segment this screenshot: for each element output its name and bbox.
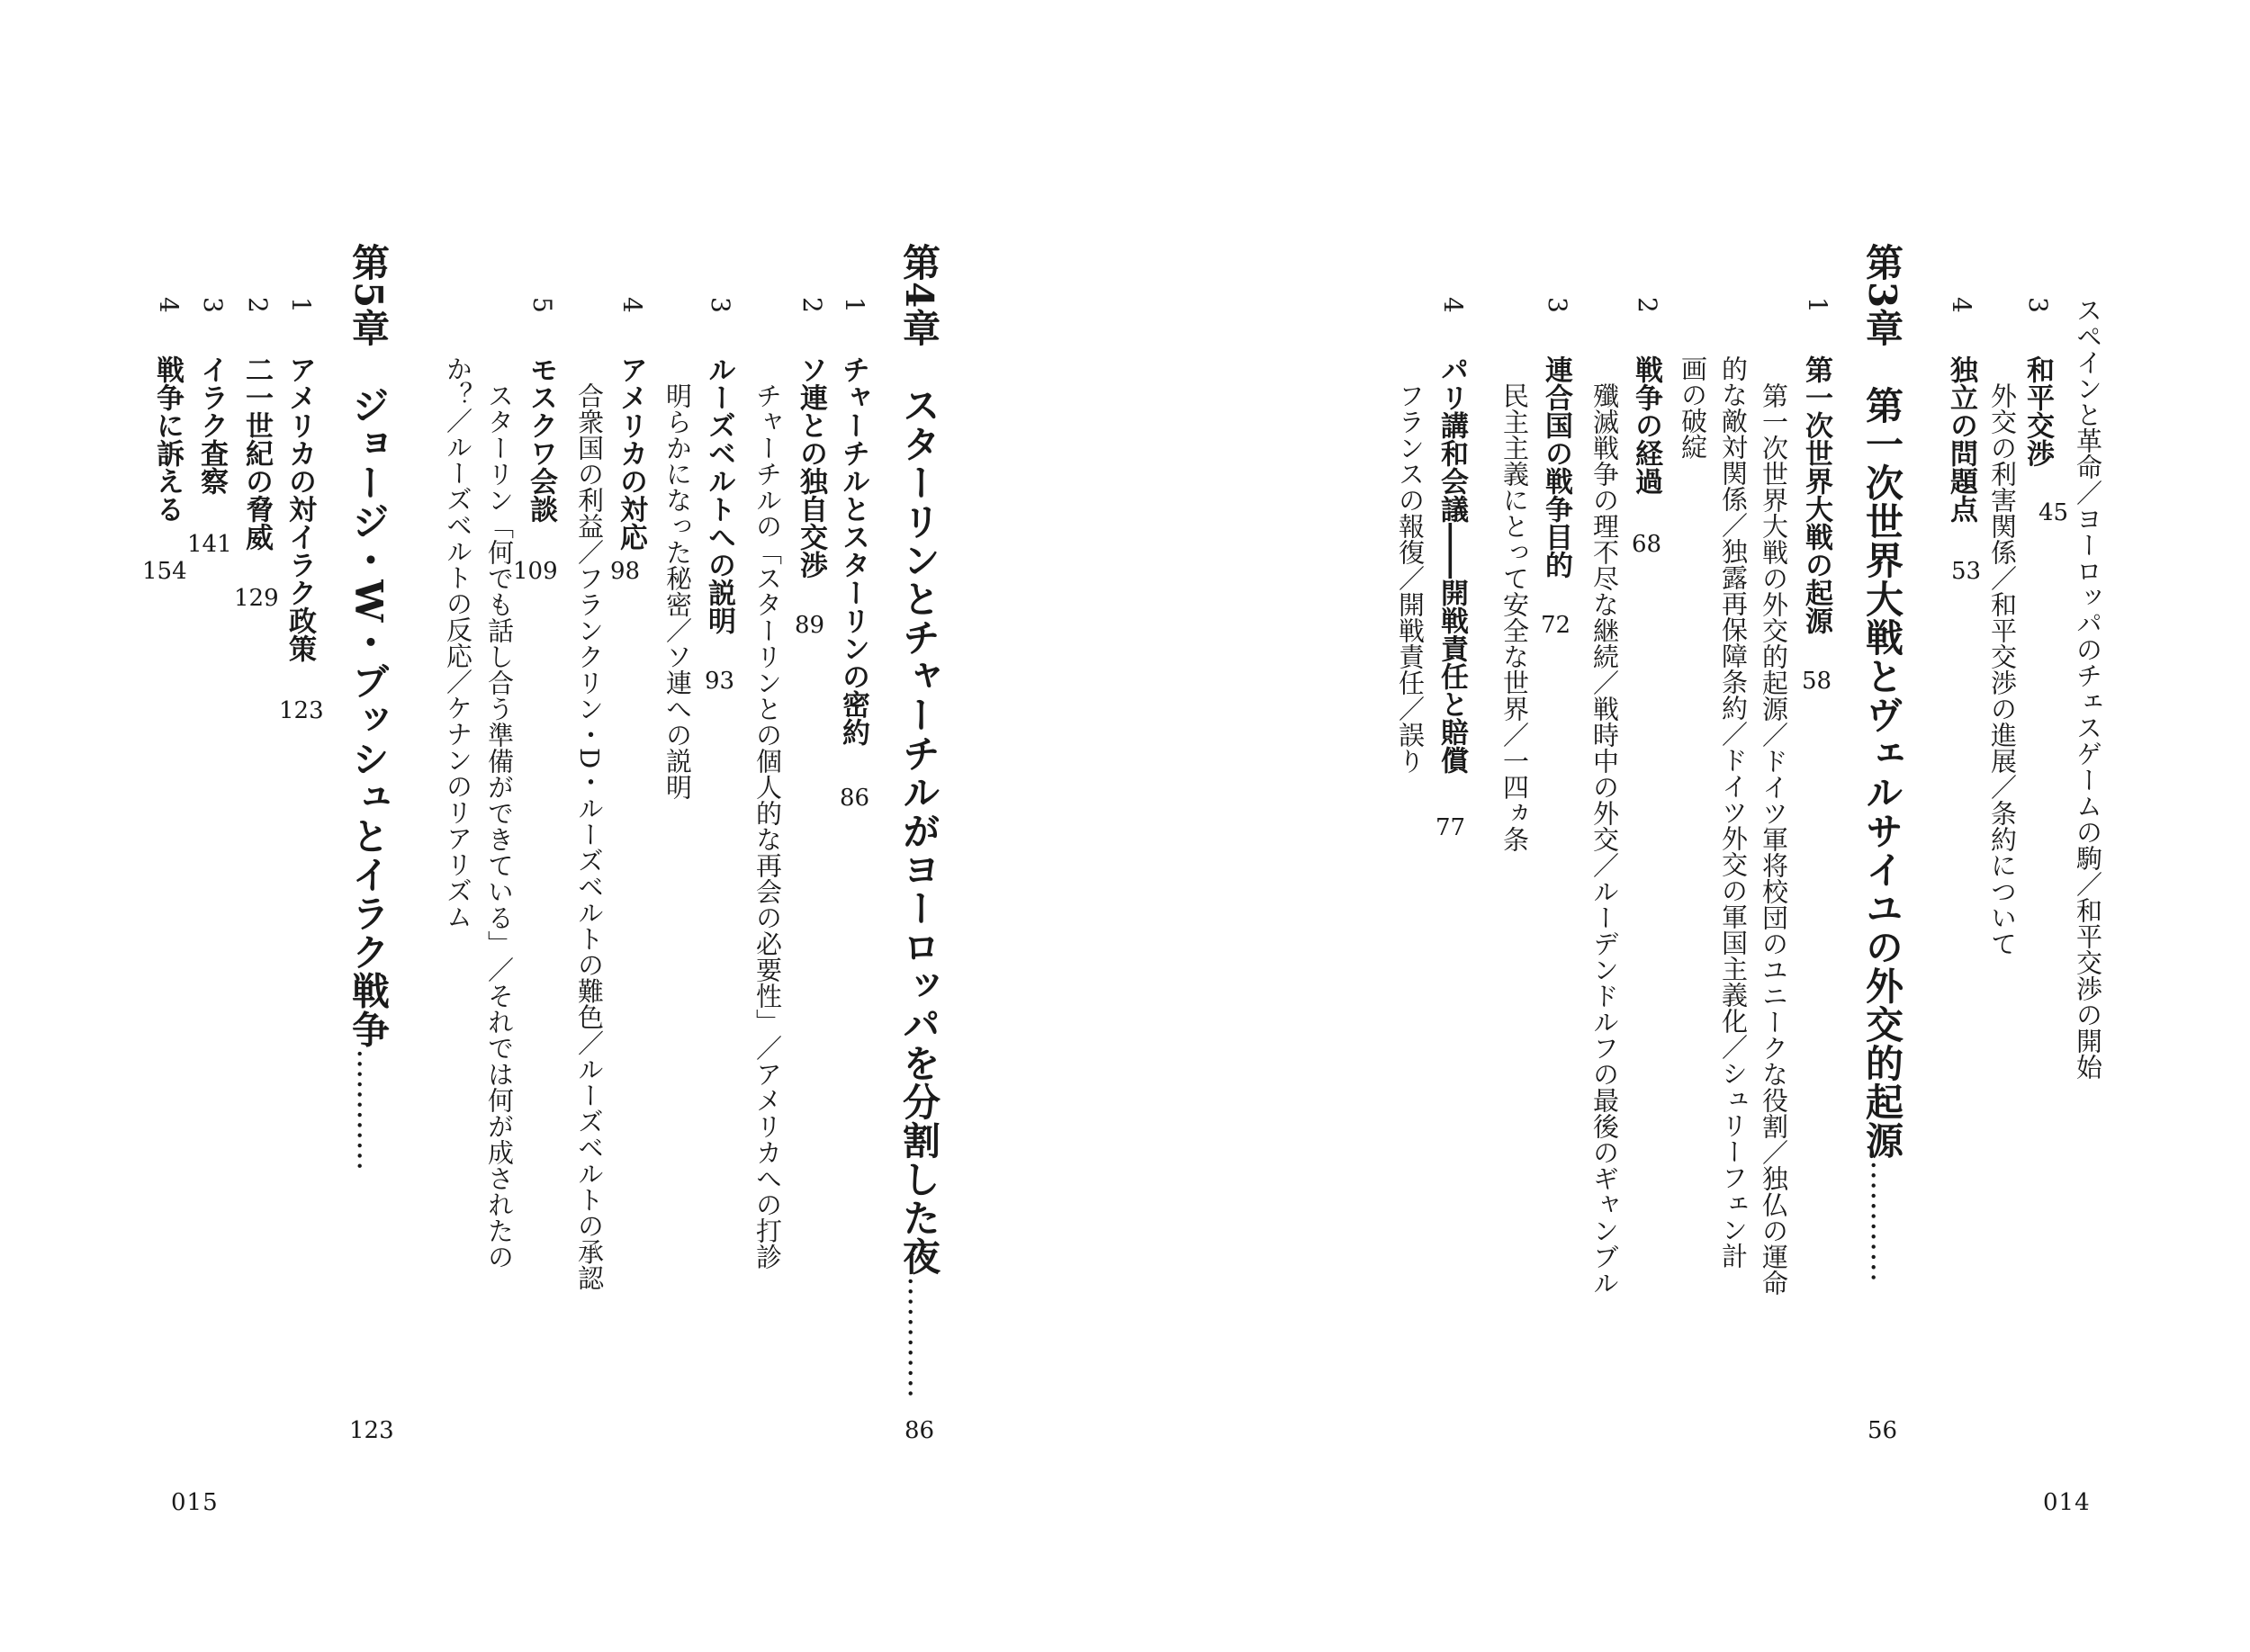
toc-subsection: スペインと革命／ヨーロッパのチェスゲームの駒／和平交渉の開始: [2073, 297, 2103, 1080]
right-page: [1125, 0, 2250, 1652]
chapter-heading: 第5章 ジョージ・W・ブッシュとイラク戦争…………: [346, 243, 391, 1172]
section-number: 1: [286, 297, 316, 313]
page-number: 53: [1951, 558, 1982, 585]
chapter-page-number: 86: [904, 1417, 935, 1444]
toc-section: 二一世紀の脅威: [240, 355, 273, 551]
toc-section: イラク査察: [195, 355, 228, 495]
toc-section: 独立の問題点: [1945, 355, 1977, 523]
section-number: 2: [797, 297, 827, 313]
section-number: 5: [527, 297, 557, 313]
section-number: 3: [706, 297, 735, 313]
section-number: 4: [617, 297, 647, 313]
page-number: 141: [187, 531, 232, 558]
toc-subsection: 画の破綻: [1678, 355, 1708, 460]
toc-subsection: チャーチルの「スターリンとの個人的な再会の必要性」／アメリカへの打診: [752, 382, 783, 1270]
section-number: 3: [2023, 297, 2053, 313]
toc-subsection: 合衆国の利益／フランクリン・D・ルーズベルトの難色／ルーズベルトの承認: [574, 382, 605, 1291]
toc-section: パリ講和会議――開戦責任と賠償: [1436, 355, 1468, 774]
toc-section: 第一次世界大戦の起源: [1800, 355, 1832, 634]
toc-subsection: 的な敵対関係／独露再保障条約／ドイツ外交の軍国主義化／シュリーフェン計: [1718, 355, 1749, 1269]
page-number: 93: [705, 668, 735, 695]
section-number: 3: [198, 297, 228, 313]
page-number: 77: [1436, 814, 1466, 841]
chapter-heading: 第3章 第一次世界大戦とヴェルサイユの外交的起源…………: [1860, 243, 1904, 1283]
page-number: 72: [1541, 612, 1571, 639]
page-folio: 014: [2043, 1489, 2091, 1516]
toc-section: アメリカの対応: [615, 355, 647, 551]
toc-section: チャーチルとスターリンの密約: [837, 355, 869, 746]
toc-section: ソ連との独自交渉: [795, 355, 827, 579]
page-number: 109: [513, 558, 558, 585]
page-number: 45: [2038, 499, 2069, 526]
toc-subsection: フランスの報復／開戦責任／誤り: [1395, 382, 1426, 774]
section-number: 3: [1543, 297, 1572, 313]
toc-subsection: 第一次世界大戦の外交的起源／ドイツ軍将校団のユニークな役割／独仏の運命: [1759, 382, 1789, 1296]
toc-subsection: 明らかになった秘密／ソ連への説明: [662, 382, 693, 800]
toc-subsection: 殲滅戦争の理不尽な継続／戦時中の外交／ルーデンドルフの最後のギャンブル: [1589, 382, 1620, 1296]
section-number: 1: [840, 297, 869, 313]
toc-section: 戦争に訴える: [151, 355, 184, 523]
page-number: 123: [279, 697, 324, 724]
toc-section: 和平交渉: [2021, 355, 2054, 467]
page-number: 98: [610, 558, 641, 585]
toc-section: アメリカの対イラク政策: [284, 355, 316, 662]
page-number: 68: [1632, 531, 1662, 558]
page-number: 129: [234, 585, 279, 612]
section-number: 4: [154, 297, 184, 313]
toc-subsection: 外交の利害関係／和平交渉の進展／条約について: [1987, 382, 2018, 956]
toc-subsection: スターリン「何でも話し合う準備ができている」／それでは何が成されたの: [484, 382, 515, 1270]
page-number: 89: [795, 612, 825, 639]
section-number: 1: [1803, 297, 1832, 313]
chapter-page-number: 123: [349, 1417, 394, 1444]
toc-section: 連合国の戦争目的: [1540, 355, 1572, 579]
toc-section: モスクワ会談: [525, 355, 557, 523]
section-number: 4: [1947, 297, 1976, 313]
chapter-heading: 第4章 スターリンとチャーチルがヨーロッパを分割した夜…………: [897, 243, 941, 1399]
page-number: 154: [142, 558, 187, 585]
toc-section: ルーズベルトへの説明: [703, 355, 735, 634]
section-number: 4: [1438, 297, 1468, 313]
section-number: 2: [1633, 297, 1662, 313]
page-number: 86: [840, 785, 870, 812]
section-number: 2: [243, 297, 273, 313]
page-number: 58: [1802, 668, 1832, 695]
toc-section: 戦争の経過: [1630, 355, 1662, 495]
toc-subsection: 民主主義にとって安全な世界／一四ヵ条: [1499, 382, 1530, 852]
chapter-page-number: 56: [1868, 1417, 1898, 1444]
toc-subsection: か？／ルーズベルトの反応／ケナンのリアリズム: [443, 355, 473, 929]
page-folio: 015: [171, 1489, 219, 1516]
